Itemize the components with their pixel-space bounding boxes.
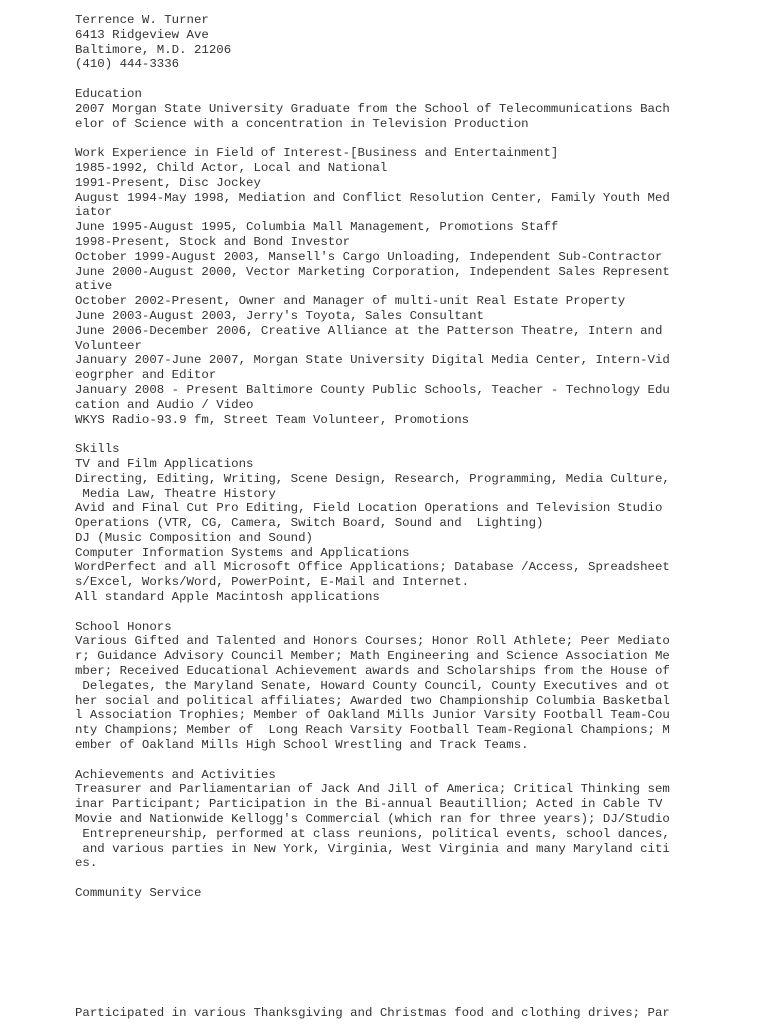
city-state-zip: Baltimore, M.D. 21206 bbox=[75, 42, 232, 57]
section-heading-education: Education bbox=[75, 86, 142, 101]
spacer bbox=[75, 871, 765, 886]
honors-line: l Association Trophies; Member of Oakland Mills Junior Varsity Football Team-Cou bbox=[75, 708, 670, 723]
spacer bbox=[75, 605, 765, 620]
work-line: October 1999-August 2003, Mansell's Cargo Unloading, Independent Sub-Contractor bbox=[75, 249, 663, 264]
section-heading-achievements: Achievements and Activities bbox=[75, 767, 276, 782]
work-line: June 2006-December 2006, Creative Alliance at the Patterson Theatre, Intern and bbox=[75, 323, 663, 338]
spacer bbox=[75, 131, 765, 146]
work-line: cation and Audio / Video bbox=[75, 397, 254, 412]
street-address: 6413 Ridgeview Ave bbox=[75, 27, 209, 42]
skills-line: DJ (Music Composition and Sound) bbox=[75, 530, 313, 545]
education-section bbox=[75, 87, 765, 131]
skills-line: Directing, Editing, Writing, Scene Design, Research, Programming, Media Culture, bbox=[75, 471, 670, 486]
phone-number: (410) 444-3336 bbox=[75, 57, 180, 72]
honors-line: nty Champions; Member of Long Reach Varsity Football Team-Regional Champions; M bbox=[75, 723, 670, 738]
work-line: August 1994-May 1998, Mediation and Conflict Resolution Center, Family Youth Med bbox=[75, 190, 670, 205]
work-line: June 2000-August 2000, Vector Marketing Corporation, Independent Sales Represent bbox=[75, 264, 670, 279]
skills-section bbox=[75, 442, 765, 605]
achievements-line: Treasurer and Parliamentarian of Jack And Jill of America; Critical Thinking sem bbox=[75, 782, 670, 797]
work-line: Volunteer bbox=[75, 338, 142, 353]
skills-line: Computer Information Systems and Applications bbox=[75, 545, 410, 560]
skills-line: Operations (VTR, CG, Camera, Switch Board, Sound and Lighting) bbox=[75, 516, 544, 531]
achievements-section bbox=[75, 768, 765, 872]
achievements-line: es. bbox=[75, 856, 98, 871]
resume-document bbox=[75, 13, 765, 901]
work-line: June 2003-August 2003, Jerry's Toyota, Sales Consultant bbox=[75, 308, 484, 323]
work-line: ative bbox=[75, 279, 113, 294]
work-line: October 2002-Present, Owner and Manager of multi-unit Real Estate Property bbox=[75, 294, 626, 309]
applicant-name: Terrence W. Turner bbox=[75, 13, 209, 27]
community-service-line: Participated in various Thanksgiving and Christmas food and clothing drives; Par bbox=[75, 1006, 670, 1020]
work-line: eogrpher and Editor bbox=[75, 368, 217, 383]
work-line: June 1995-August 1995, Columbia Mall Management, Promotions Staff bbox=[75, 220, 559, 235]
work-line: January 2007-June 2007, Morgan State University Digital Media Center, Intern-Vid bbox=[75, 353, 670, 368]
skills-line: Avid and Final Cut Pro Editing, Field Location Operations and Television Studio bbox=[75, 501, 663, 516]
honors-line: Delegates, the Maryland Senate, Howard County Council, County Executives and ot bbox=[75, 678, 670, 693]
work-line: January 2008 - Present Baltimore County Public Schools, Teacher - Technology Edu bbox=[75, 382, 670, 397]
work-line: 1991-Present, Disc Jockey bbox=[75, 175, 261, 190]
work-line: 1998-Present, Stock and Bond Investor bbox=[75, 234, 351, 249]
skills-line: WordPerfect and all Microsoft Office Applications; Database /Access, Spreadsheet bbox=[75, 560, 670, 575]
community-service-section bbox=[75, 886, 765, 901]
work-experience-section bbox=[75, 146, 765, 427]
section-heading-honors: School Honors bbox=[75, 619, 172, 634]
honors-line: ember of Oakland Mills High School Wrestling and Track Teams. bbox=[75, 738, 529, 753]
spacer bbox=[75, 72, 765, 87]
education-line: elor of Science with a concentration in Television Production bbox=[75, 116, 529, 131]
skills-line: Media Law, Theatre History bbox=[75, 486, 276, 501]
education-line: 2007 Morgan State University Graduate from the School of Telecommunications Bach bbox=[75, 101, 670, 116]
section-heading-community: Community Service bbox=[75, 886, 202, 901]
school-honors-section bbox=[75, 620, 765, 753]
achievements-line: inar Participant; Participation in the Bi-annual Beautillion; Acted in Cable TV bbox=[75, 797, 663, 812]
honors-line: Various Gifted and Talented and Honors Courses; Honor Roll Athlete; Peer Mediato bbox=[75, 634, 670, 649]
achievements-line: Entrepreneurship, performed at class reunions, political events, school dances, bbox=[75, 826, 670, 841]
section-heading-work: Work Experience in Field of Interest-[Business and Entertainment] bbox=[75, 146, 559, 161]
work-line: WKYS Radio-93.9 fm, Street Team Volunteer, Promotions bbox=[75, 412, 470, 427]
honors-line: her social and political affiliates; Awarded two Championship Columbia Basketbal bbox=[75, 693, 670, 708]
section-heading-skills: Skills bbox=[75, 442, 120, 457]
work-line: 1985-1992, Child Actor, Local and National bbox=[75, 160, 388, 175]
achievements-line: and various parties in New York, Virginia, West Virginia and many Maryland citi bbox=[75, 841, 670, 856]
spacer bbox=[75, 427, 765, 442]
honors-line: mber; Received Educational Achievement awards and Scholarships from the House of bbox=[75, 664, 670, 679]
work-line: iator bbox=[75, 205, 113, 220]
skills-line: s/Excel, Works/Word, PowerPoint, E-Mail and Internet. bbox=[75, 575, 470, 590]
achievements-line: Movie and Nationwide Kellogg's Commercial (which ran for three years); DJ/Studio bbox=[75, 812, 670, 827]
spacer bbox=[75, 753, 765, 768]
honors-line: r; Guidance Advisory Council Member; Math Engineering and Science Association Me bbox=[75, 649, 670, 664]
skills-line: TV and Film Applications bbox=[75, 456, 254, 471]
contact-block bbox=[75, 13, 765, 72]
skills-line: All standard Apple Macintosh applications bbox=[75, 590, 380, 605]
